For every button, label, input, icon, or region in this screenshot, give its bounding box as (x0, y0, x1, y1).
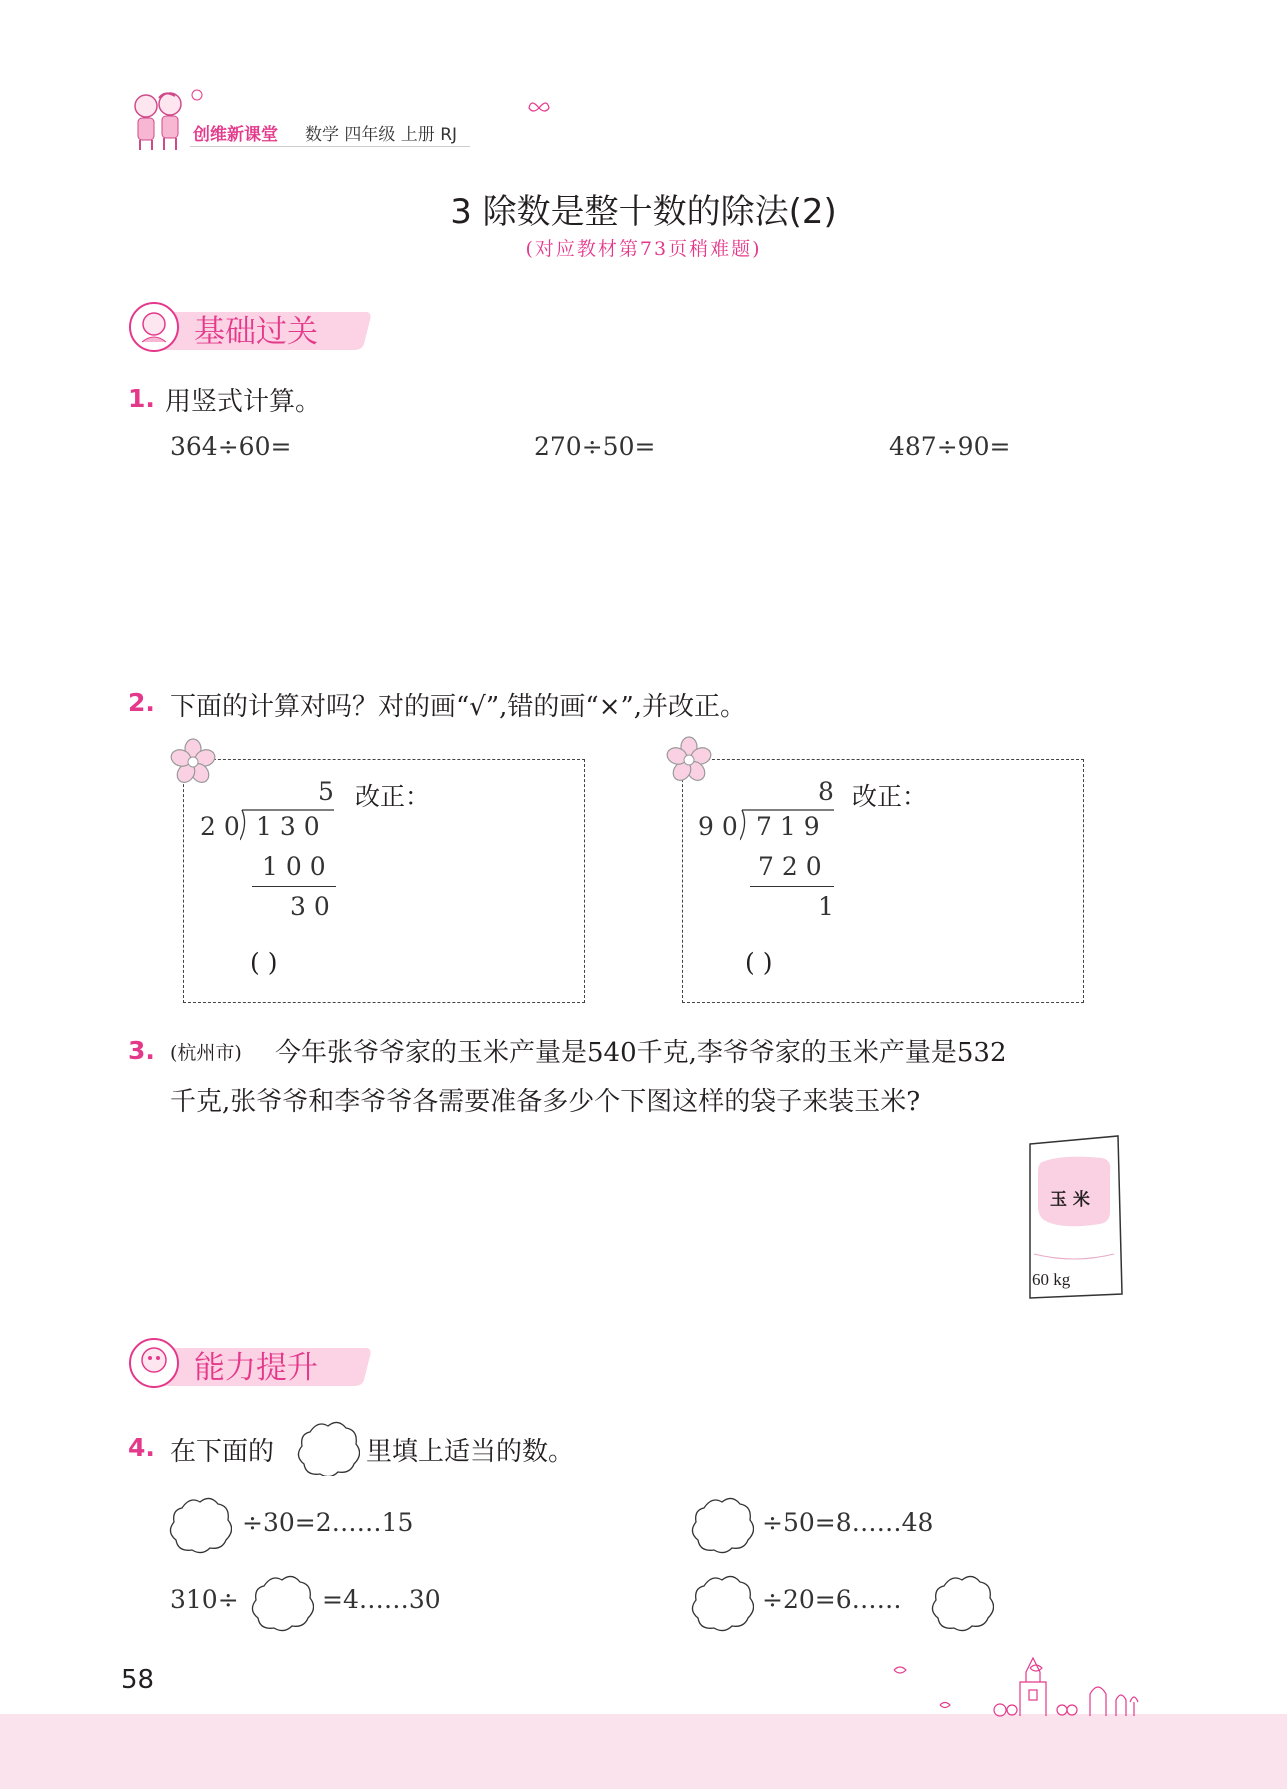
correction-label: 改正： (852, 782, 928, 811)
question-text: 用竖式计算。 (165, 387, 322, 417)
cloud-blank[interactable] (168, 1494, 232, 1554)
flower-icon (170, 738, 216, 784)
math-expression: 270÷50= (534, 432, 656, 461)
partial-product: 720 (758, 852, 830, 881)
answer-paren[interactable]: ( ) (250, 948, 278, 977)
cloud-blank[interactable] (930, 1572, 994, 1632)
flower-icon (666, 736, 712, 782)
question-number: 1. (128, 384, 155, 413)
partial-product: 100 (262, 852, 334, 881)
subtraction-line (252, 886, 336, 887)
section-title-advanced: 能力提升 (194, 1350, 318, 1386)
remainder: 1 (818, 892, 842, 921)
question-number: 4. (128, 1433, 155, 1462)
quotient: 8 (818, 777, 842, 806)
math-expression: 364÷60= (170, 432, 292, 461)
page-number: 58 (121, 1665, 155, 1695)
lesson-subtitle: (对应教材第73页稍难题) (525, 238, 762, 260)
cloud-blank[interactable] (296, 1418, 360, 1476)
lesson-title: 3 除数是整十数的除法(2) (450, 192, 837, 232)
butterfly-icon (528, 100, 550, 116)
question-text-line2: 千克,张爷爷和李爷爷各需要准备多少个下图这样的袋子来装玉米? (170, 1087, 921, 1117)
dividend: 719 (756, 812, 828, 841)
flower-small-icon (190, 88, 204, 102)
footer-band (0, 1714, 1287, 1789)
question-source: (杭州市) (170, 1042, 242, 1064)
cloud-blank[interactable] (690, 1494, 754, 1554)
cloud-blank[interactable] (250, 1572, 314, 1632)
math-expression: =4……30 (322, 1585, 441, 1614)
header-divider (190, 146, 470, 147)
divisor: 20 (200, 812, 248, 841)
subtraction-line (750, 886, 834, 887)
bag-weight: 60 kg (1032, 1270, 1071, 1289)
dividend: 130 (256, 812, 328, 841)
book-info: 数学 四年级 上册 RJ (305, 125, 458, 145)
question-text-after: 里填上适当的数。 (366, 1437, 575, 1467)
question-text: 下面的计算对吗？对的画“√”,错的画“×”,并改正。 (170, 692, 747, 722)
math-expression: ÷50=8……48 (762, 1508, 934, 1537)
correction-label: 改正： (355, 782, 431, 811)
kids-mascot-icon (128, 88, 190, 154)
bag-label: 玉 米 (1050, 1190, 1090, 1210)
question-text-line1: 今年张爷爷家的玉米产量是540千克,李爷爷家的玉米产量是532 (275, 1038, 1007, 1068)
section-title-basic: 基础过关 (194, 314, 318, 350)
answer-paren[interactable]: ( ) (745, 948, 773, 977)
math-expression: ÷30=2……15 (242, 1508, 414, 1537)
question-number: 3. (128, 1036, 155, 1065)
cloud-blank[interactable] (690, 1572, 754, 1632)
math-expression: ÷20=6…… (762, 1585, 902, 1614)
math-expression: 310÷ (170, 1585, 239, 1614)
castle-decoration-icon (880, 1650, 1160, 1720)
quotient: 5 (318, 777, 342, 806)
remainder: 30 (290, 892, 338, 921)
question-text-before: 在下面的 (170, 1437, 275, 1467)
math-expression: 487÷90= (889, 432, 1011, 461)
brand-name: 创维新课堂 (193, 125, 278, 145)
divisor: 90 (698, 812, 746, 841)
question-number: 2. (128, 688, 155, 717)
